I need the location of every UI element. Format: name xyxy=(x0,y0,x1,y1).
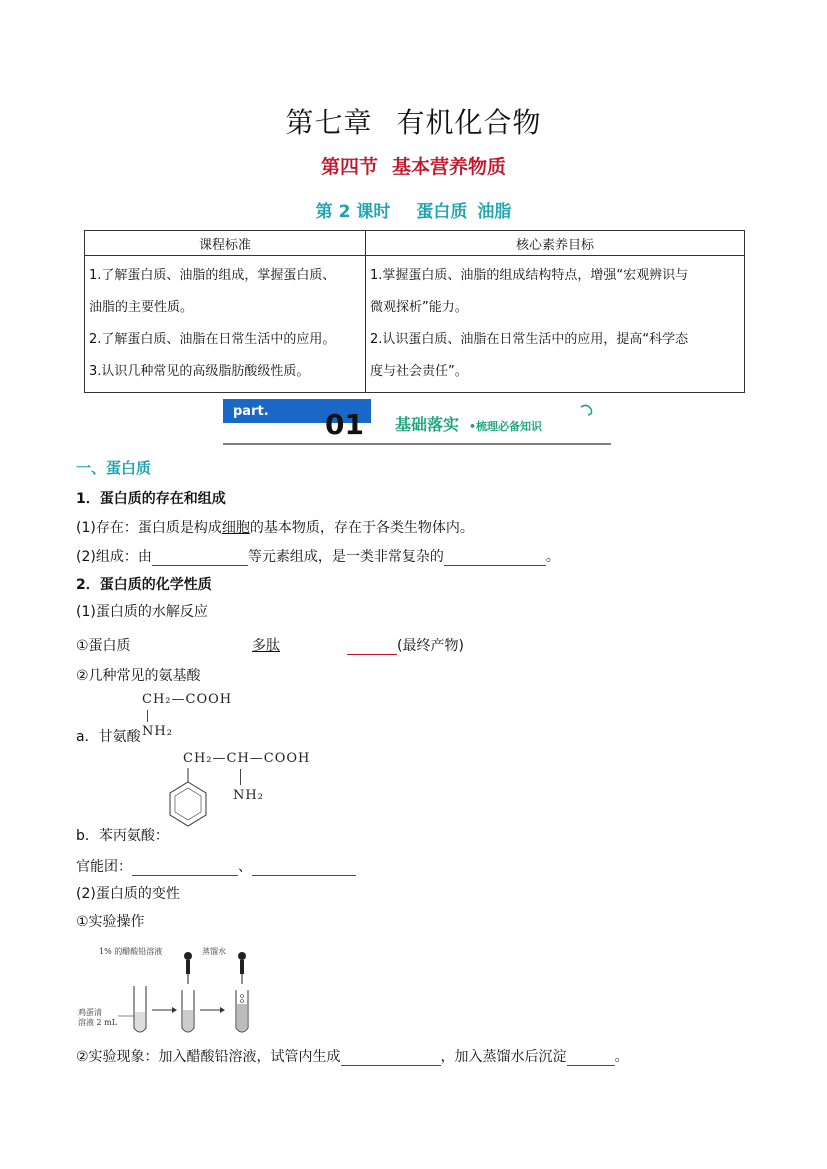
literacy-line: 度与社会责任”。 xyxy=(370,364,468,379)
existence-text: (1)存在：蛋白质是构成 xyxy=(76,520,222,536)
section-banner xyxy=(223,399,611,447)
section-name: 基本营养物质 xyxy=(392,156,507,178)
phenylalanine-formula-top: CH₂—CH—COOH xyxy=(183,751,311,766)
lesson-topic-2: 油脂 xyxy=(477,202,512,222)
composition-period: 。 xyxy=(545,549,560,565)
glycine-formula-top: CH₂—COOH xyxy=(142,692,233,707)
existence-line xyxy=(76,517,474,537)
phenylalanine-bond-amino xyxy=(240,769,241,785)
fill-blank-precipitate[interactable] xyxy=(341,1049,441,1066)
functional-group-line xyxy=(76,856,356,876)
glycine-bond xyxy=(147,710,148,722)
fill-blank-group-1[interactable] xyxy=(132,859,238,876)
reagent-water-label: 蒸馏水 xyxy=(202,947,226,956)
hydrolysis-end xyxy=(347,635,464,655)
standards-line: 油脂的主要性质。 xyxy=(89,300,194,315)
chapter-name: 有机化合物 xyxy=(396,106,542,139)
composition-line xyxy=(76,546,560,566)
fill-blank-group-2[interactable] xyxy=(252,859,356,876)
chapter-title xyxy=(0,101,827,141)
section-number: 第四节 xyxy=(320,156,378,178)
banner-number: 01 xyxy=(325,408,364,441)
lesson-topic-1: 蛋白质 xyxy=(416,202,468,222)
phenylalanine-label: b．苯丙氨酸： xyxy=(76,828,169,844)
literacy-line: 1.掌握蛋白质、油脂的组成结构特点，增强“宏观辨识与 xyxy=(370,268,689,283)
final-product-note: (最终产物) xyxy=(397,638,464,654)
lesson-number: 第 2 课时 xyxy=(315,202,391,222)
experiment-diagram xyxy=(76,940,276,1040)
hydrolysis-heading: (1)蛋白质的水解反应 xyxy=(76,604,208,620)
phenomenon-line xyxy=(76,1046,629,1066)
hydrolysis-step-start: ①蛋白质 xyxy=(76,638,131,654)
test-tubes-icon xyxy=(76,940,276,1040)
functional-group-label: 官能团： xyxy=(76,859,132,875)
fill-blank-elements[interactable] xyxy=(152,549,248,566)
standards-cell xyxy=(85,256,366,393)
existence-text-end: 的基本物质，存在于各类生物体内。 xyxy=(249,520,474,536)
benzene-ring-icon xyxy=(166,768,210,834)
denaturation-heading: (2)蛋白质的变性 xyxy=(76,886,180,902)
banner-title: 基础落实 xyxy=(395,415,460,434)
fill-blank-final-product[interactable] xyxy=(347,638,397,655)
fill-blank-dissolve[interactable] xyxy=(567,1049,615,1066)
literacy-line: 2.认识蛋白质、油脂在日常生活中的应用，提高“科学态 xyxy=(370,332,689,347)
composition-text-mid: 等元素组成，是一类非常复杂的 xyxy=(247,549,444,565)
col-header-standards: 课程标准 xyxy=(85,231,366,256)
col-header-literacy: 核心素养目标 xyxy=(366,231,745,256)
cell-underlined: 细胞 xyxy=(221,520,250,536)
subheading-chemical-properties: 2．蛋白质的化学性质 xyxy=(76,577,212,593)
standards-line: 2.了解蛋白质、油脂在日常生活中的应用。 xyxy=(89,332,336,347)
phenomenon-period: 。 xyxy=(614,1049,629,1065)
lesson-title xyxy=(0,197,827,222)
reagent-lead-acetate-label: 1% 的醋酸铅溶液 xyxy=(99,947,163,956)
experiment-operation-heading: ①实验操作 xyxy=(76,914,145,930)
amino-acids-heading: ②几种常见的氨基酸 xyxy=(76,668,201,684)
subheading-existence: 1．蛋白质的存在和组成 xyxy=(76,491,226,507)
standards-line: 3.认识几种常见的高级脂肪酸级性质。 xyxy=(89,364,310,379)
chapter-number: 第七章 xyxy=(285,106,373,139)
composition-text: (2)组成：由 xyxy=(76,549,152,565)
glycine-label: a．甘氨酸 xyxy=(76,729,141,745)
phenomenon-text-mid: ，加入蒸馏水后沉淀 xyxy=(440,1049,567,1065)
banner-swirl-icon xyxy=(581,405,592,415)
literacy-line: 微观探析”能力。 xyxy=(370,300,468,315)
standards-line: 1.了解蛋白质、油脂的组成，掌握蛋白质、 xyxy=(89,268,336,283)
section-title xyxy=(0,152,827,179)
egg-white-label-line1: 鸡蛋清 xyxy=(78,1008,102,1017)
egg-white-label-line2: 溶液 2 mL xyxy=(78,1018,118,1027)
literacy-cell xyxy=(366,256,745,393)
banner-part-label: part. xyxy=(233,404,269,419)
heading-protein: 一、蛋白质 xyxy=(76,459,152,477)
phenomenon-text: ②实验现象：加入醋酸铅溶液，试管内生成 xyxy=(76,1049,341,1065)
glycine-formula-bottom: NH₂ xyxy=(142,724,173,739)
fill-blank-compound[interactable] xyxy=(444,549,546,566)
curriculum-table xyxy=(84,230,745,393)
functional-separator: 、 xyxy=(238,859,252,875)
hydrolysis-intermediate: 多肽 xyxy=(252,638,280,654)
phenylalanine-formula-bottom: NH₂ xyxy=(233,788,264,803)
banner-subtitle: •梳理必备知识 xyxy=(469,420,543,433)
